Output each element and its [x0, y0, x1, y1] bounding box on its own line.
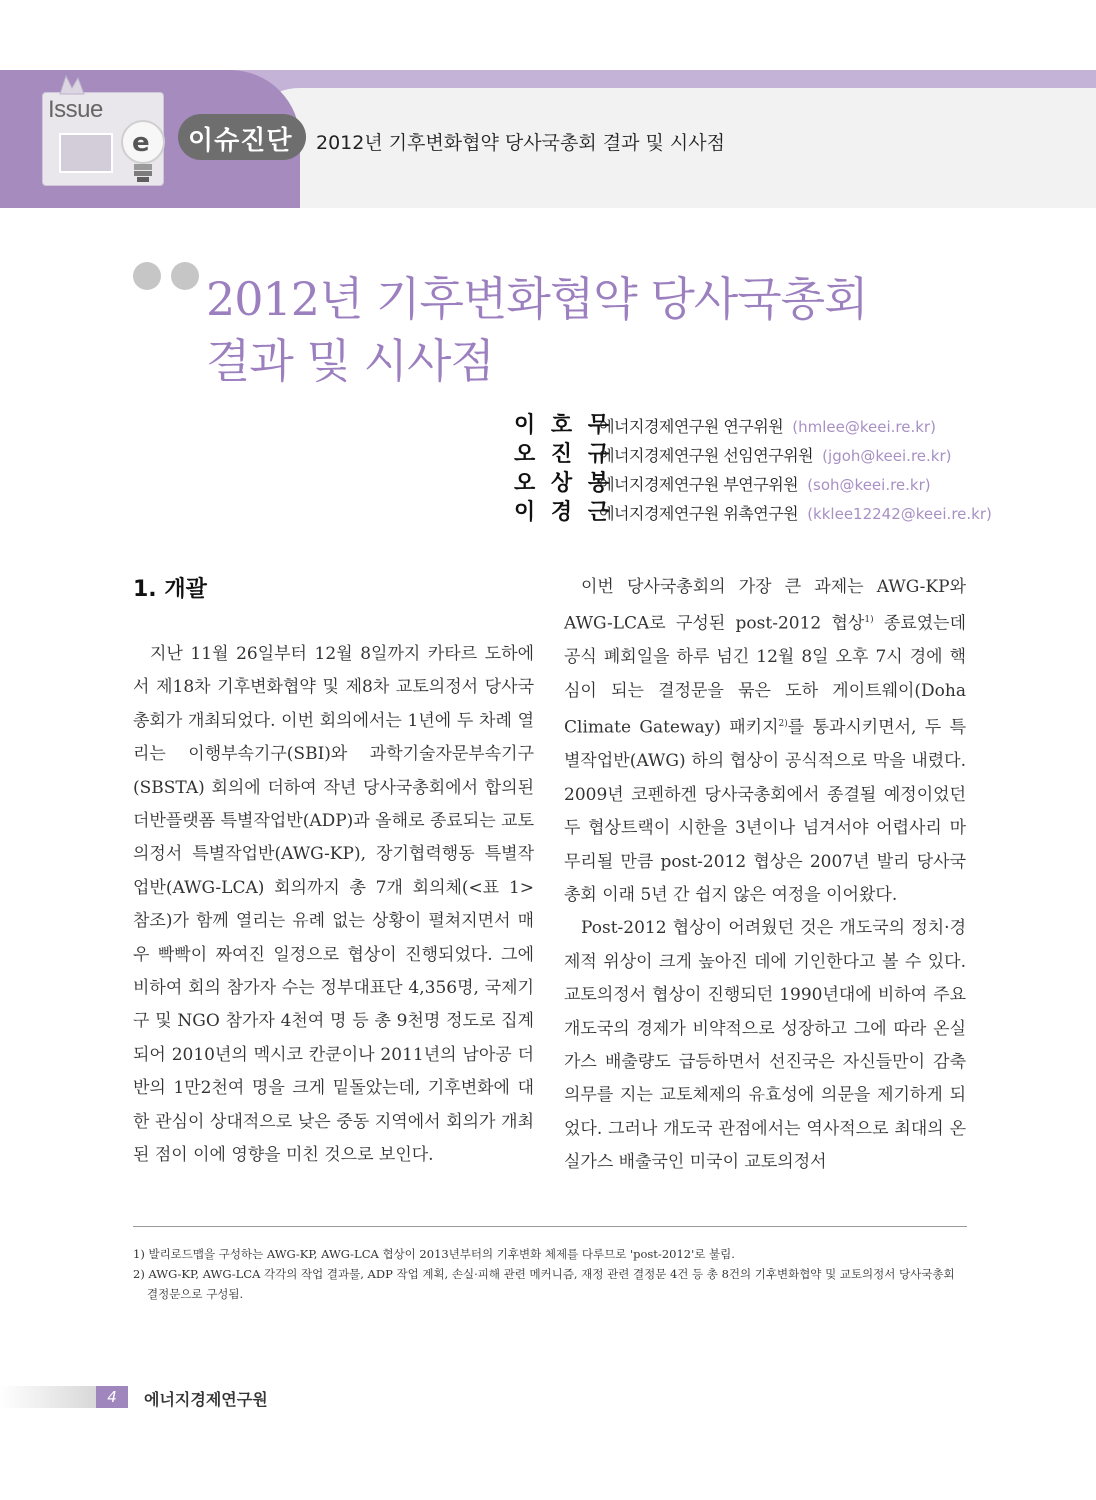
author-email: (jgoh@keei.re.kr) [822, 447, 952, 465]
footnote-2: 2) AWG-KP, AWG-LCA 각각의 작업 결과물, ADP 작업 계획, 손실·피해 관련 메커니즘, 재정 관련 결정문 4건 등 총 8건의 기후변화협약 및 교토의정서 당사국총회 [133, 1267, 955, 1281]
badge-issue-word: Issue [48, 96, 103, 123]
author-entry [514, 495, 992, 524]
body-text: 를 통과시키면서, 두 특별작업반(AWG) 하의 협상이 공식적으로 막을 내렸다. 2009년 코펜하겐 당사국총회에서 종결될 예정이었던 두 협상트랙이 시한을 3년이나 넘겨서야 어렵사리 마무리될 만큼 post-2012 협상은 2007년 발리 당사국총회 이래 5년 간 쉽지 않은 여정을 이어왔다. [564, 717, 966, 905]
badge-screen-graphic [59, 133, 113, 173]
footer-gradient-bar [0, 1386, 96, 1408]
title-dot [171, 262, 199, 290]
footnote-divider [133, 1226, 967, 1227]
header-article-subtitle: 2012년 기후변화협약 당사국총회 결과 및 시사점 [316, 132, 725, 154]
author-name: 오 상 봉 [514, 471, 614, 496]
section-heading: 1. 개괄 [133, 577, 207, 602]
author-affiliation: 에너지경제연구원 부연구위원 [599, 475, 799, 494]
section-label: 이슈진단 [188, 126, 293, 156]
author-affiliation: 에너지경제연구원 선임연구위원 [599, 446, 814, 465]
body-paragraph: Post-2012 협상이 어려웠던 것은 개도국의 정치·경제적 위상이 크게 높아진 데에 기인한다고 볼 수 있다. 교토의정서 협상이 진행되던 1990년대에 비하여 주요 개도국의 경제가 비약적으로 성장하고 그에 따라 온실가스 배출량도 급등하면서 선진국은 자신들만이 감축의무를 지는 교토체제의 유효성에 의문을 제기하게 되었다. 그러나 개도국 관점에서는 역사적으로 최대의 온실가스 배출국인 미국이 교토의정서 [564, 918, 966, 1173]
publisher-name: 에너지경제연구원 [144, 1390, 268, 1409]
article-title [206, 268, 868, 392]
author-list [514, 408, 992, 524]
body-text: 종료였는데 공식 폐회일을 하루 넘긴 12월 8일 오후 7시 경에 핵심이 되는 결정문을 묶은 도하 게이트웨이(Doha Climate Gateway) 패키지 [564, 614, 967, 738]
author-affiliation: 에너지경제연구원 연구위원 [599, 417, 784, 436]
body-text: 이번 당사국총회의 가장 큰 과제는 AWG-KP와 AWG-LCA로 구성된 post-2012 협상 [564, 577, 966, 635]
author-email: (kklee12242@keei.re.kr) [807, 505, 992, 523]
body-column-right [564, 571, 966, 1180]
author-name: 이 경 근 [514, 500, 614, 525]
author-name: 이 호 무 [514, 413, 614, 438]
author-entry [514, 466, 992, 495]
footnote-1: 1) 발리로드맵을 구성하는 AWG-KP, AWG-LCA 협상이 2013년부터의 기후변화 체제를 다루므로 'post-2012'로 불림. [133, 1247, 735, 1261]
body-column-left [133, 638, 534, 1173]
leaf-icon [58, 74, 86, 96]
footnote-2-continued: 결정문으로 구성됨. [147, 1287, 244, 1301]
title-line-2: 결과 및 시사점 [206, 334, 494, 388]
lightbulb-icon [118, 118, 168, 188]
body-paragraph: 지난 11월 26일부터 12월 8일까지 카타르 도하에서 제18차 기후변화협약 및 제8차 교토의정서 당사국총회가 개최되었다. 이번 회의에서는 1년에 두 차례 열리는 이행부속기구(SBI)와 과학기술자문부속기구(SBSTA) 회의에 더하여 작년 당사국총회에서 합의된 더반플랫폼 특별작업반(ADP)과 올해로 종료되는 교토의정서 특별작업반(AWG-KP), 장기협력행동 특별작업반(AWG-LCA) 회의까지 총 7개 회의체(<표 1> 참조)가 함께 열리는 유례 없는 상황이 펼쳐지면서 매우 빡빡이 짜여진 일정으로 협상이 진행되었다. 그에 비하여 회의 참가자 수는 정부대표단 4,356명, 국제기구 및 NGO 참가자 4천여 명 등 총 9천명 정도로 집계되어 2010년의 멕시코 칸쿤이나 2011년의 남아공 더반의 1만2천여 명을 크게 밑돌았는데, 기후변화에 대한 관심이 상대적으로 낮은 중동 지역에서 회의가 개최된 점이 이에 영향을 미친 것으로 보인다. [133, 644, 534, 1166]
author-entry [514, 437, 992, 466]
body-paragraph [564, 571, 966, 912]
author-entry [514, 408, 992, 437]
author-name: 오 진 규 [514, 442, 614, 467]
title-dot [133, 262, 161, 290]
page-number: 4 [96, 1386, 128, 1408]
author-email: (soh@keei.re.kr) [807, 476, 931, 494]
footnote-ref: 2) [778, 719, 788, 730]
badge-letter: e [132, 128, 150, 158]
footnote-ref: 1) [864, 615, 874, 626]
title-line-1: 2012년 기후변화협약 당사국총회 [206, 272, 868, 326]
author-email: (hmlee@keei.re.kr) [792, 418, 936, 436]
author-affiliation: 에너지경제연구원 위촉연구원 [599, 504, 799, 523]
footnotes [133, 1244, 967, 1304]
